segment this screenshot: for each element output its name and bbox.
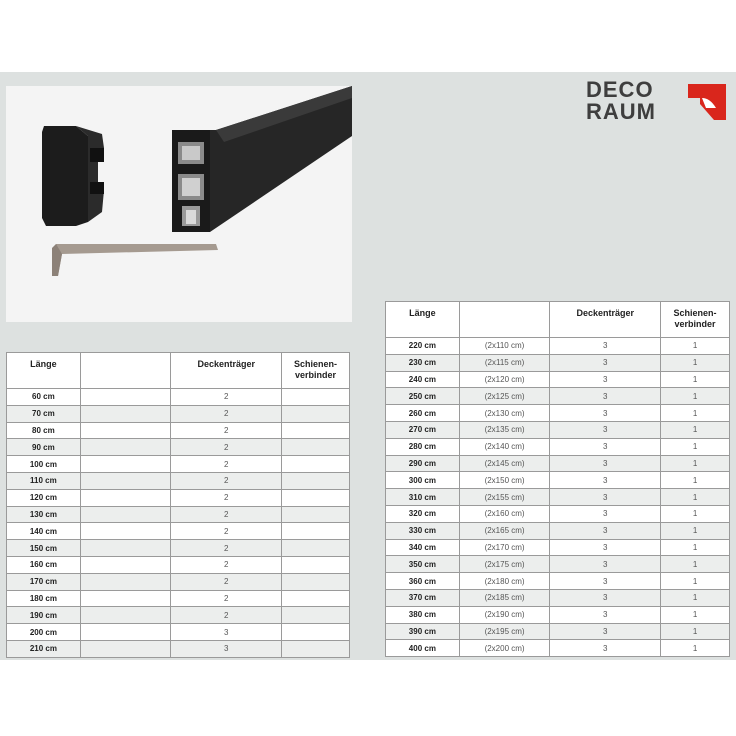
table-row xyxy=(386,505,730,522)
cell-detail xyxy=(80,456,171,473)
cell-length: 400 cm xyxy=(386,640,460,657)
cell-ceiling-brackets: 2 xyxy=(171,405,282,422)
cell-rail-connectors xyxy=(282,540,350,557)
cell-ceiling-brackets: 3 xyxy=(550,556,661,573)
cell-rail-connectors: 1 xyxy=(661,623,730,640)
cell-ceiling-brackets: 3 xyxy=(550,522,661,539)
cell-ceiling-brackets: 2 xyxy=(171,506,282,523)
length-table-short-body xyxy=(7,389,350,658)
table-row xyxy=(7,640,350,657)
cell-detail: (2x110 cm) xyxy=(459,338,550,355)
cell-detail: (2x190 cm) xyxy=(459,606,550,623)
cell-ceiling-brackets: 3 xyxy=(550,455,661,472)
cell-ceiling-brackets: 2 xyxy=(171,556,282,573)
table-row xyxy=(7,624,350,641)
cell-length: 380 cm xyxy=(386,606,460,623)
cell-detail: (2x165 cm) xyxy=(459,522,550,539)
cell-rail-connectors: 1 xyxy=(661,589,730,606)
cell-rail-connectors xyxy=(282,590,350,607)
cell-rail-connectors: 1 xyxy=(661,489,730,506)
cell-length: 70 cm xyxy=(7,405,81,422)
table-row xyxy=(7,573,350,590)
table-row xyxy=(386,573,730,590)
table-row xyxy=(386,640,730,657)
cell-rail-connectors xyxy=(282,422,350,439)
cell-detail xyxy=(80,439,171,456)
cell-detail: (2x195 cm) xyxy=(459,623,550,640)
cell-length: 140 cm xyxy=(7,523,81,540)
table-row xyxy=(7,456,350,473)
length-table-long xyxy=(385,301,730,657)
cell-ceiling-brackets: 3 xyxy=(550,539,661,556)
cell-length: 60 cm xyxy=(7,389,81,406)
cell-rail-connectors: 1 xyxy=(661,354,730,371)
cell-ceiling-brackets: 2 xyxy=(171,456,282,473)
cell-ceiling-brackets: 3 xyxy=(550,505,661,522)
cell-rail-connectors: 1 xyxy=(661,421,730,438)
cell-rail-connectors xyxy=(282,456,350,473)
cell-rail-connectors xyxy=(282,523,350,540)
cell-detail xyxy=(80,540,171,557)
cell-detail xyxy=(80,422,171,439)
cell-ceiling-brackets: 3 xyxy=(550,640,661,657)
cell-length: 150 cm xyxy=(7,540,81,557)
cell-rail-connectors: 1 xyxy=(661,556,730,573)
cell-detail xyxy=(80,405,171,422)
cell-ceiling-brackets: 3 xyxy=(550,354,661,371)
cell-detail xyxy=(80,590,171,607)
cell-rail-connectors: 1 xyxy=(661,438,730,455)
header-rail-connectors: Schienen- verbinder xyxy=(661,302,730,338)
cell-length: 360 cm xyxy=(386,573,460,590)
deco-raum-logo xyxy=(586,77,728,126)
header-ceiling-brackets: Deckenträger xyxy=(550,302,661,338)
cell-rail-connectors: 1 xyxy=(661,388,730,405)
cell-rail-connectors xyxy=(282,640,350,657)
cell-length: 80 cm xyxy=(7,422,81,439)
cell-detail: (2x185 cm) xyxy=(459,589,550,606)
cell-length: 210 cm xyxy=(7,640,81,657)
cell-ceiling-brackets: 2 xyxy=(171,540,282,557)
cell-length: 110 cm xyxy=(7,472,81,489)
cell-length: 170 cm xyxy=(7,573,81,590)
table-row xyxy=(7,607,350,624)
curtain-rail-illustration xyxy=(6,86,352,322)
cell-detail xyxy=(80,389,171,406)
length-table-long-body xyxy=(386,338,730,657)
cell-length: 100 cm xyxy=(7,456,81,473)
cell-ceiling-brackets: 3 xyxy=(550,623,661,640)
cell-detail xyxy=(80,472,171,489)
cell-ceiling-brackets: 2 xyxy=(171,590,282,607)
cell-length: 390 cm xyxy=(386,623,460,640)
cell-detail: (2x120 cm) xyxy=(459,371,550,388)
cell-detail: (2x140 cm) xyxy=(459,438,550,455)
cell-rail-connectors: 1 xyxy=(661,472,730,489)
table-row xyxy=(386,606,730,623)
cell-rail-connectors xyxy=(282,624,350,641)
cell-detail xyxy=(80,523,171,540)
cell-ceiling-brackets: 2 xyxy=(171,607,282,624)
table-row xyxy=(7,506,350,523)
cell-rail-connectors: 1 xyxy=(661,338,730,355)
cell-rail-connectors: 1 xyxy=(661,606,730,623)
cell-length: 260 cm xyxy=(386,405,460,422)
table-row xyxy=(7,590,350,607)
cell-length: 200 cm xyxy=(7,624,81,641)
cell-detail: (2x135 cm) xyxy=(459,421,550,438)
product-image xyxy=(6,86,352,322)
header-rail-connectors: Schienen- verbinder xyxy=(282,353,350,389)
table-row xyxy=(7,472,350,489)
cell-ceiling-brackets: 2 xyxy=(171,472,282,489)
cell-rail-connectors: 1 xyxy=(661,640,730,657)
table-row xyxy=(386,556,730,573)
cell-length: 370 cm xyxy=(386,589,460,606)
cell-detail xyxy=(80,607,171,624)
cell-detail: (2x170 cm) xyxy=(459,539,550,556)
header-blank xyxy=(80,353,171,389)
cell-detail: (2x115 cm) xyxy=(459,354,550,371)
cell-length: 340 cm xyxy=(386,539,460,556)
cell-ceiling-brackets: 3 xyxy=(550,338,661,355)
cell-rail-connectors: 1 xyxy=(661,405,730,422)
cell-length: 310 cm xyxy=(386,489,460,506)
cell-length: 270 cm xyxy=(386,421,460,438)
cell-detail: (2x130 cm) xyxy=(459,405,550,422)
cell-length: 90 cm xyxy=(7,439,81,456)
cell-ceiling-brackets: 3 xyxy=(550,388,661,405)
cell-detail: (2x175 cm) xyxy=(459,556,550,573)
cell-rail-connectors: 1 xyxy=(661,371,730,388)
end-cap-icon xyxy=(42,126,104,226)
cell-length: 220 cm xyxy=(386,338,460,355)
table-row xyxy=(386,438,730,455)
cell-ceiling-brackets: 3 xyxy=(550,371,661,388)
cell-detail xyxy=(80,489,171,506)
table-row xyxy=(386,522,730,539)
cell-rail-connectors: 1 xyxy=(661,505,730,522)
cell-ceiling-brackets: 3 xyxy=(171,640,282,657)
cell-length: 120 cm xyxy=(7,489,81,506)
table-row xyxy=(7,523,350,540)
cell-length: 290 cm xyxy=(386,455,460,472)
cell-detail: (2x145 cm) xyxy=(459,455,550,472)
table-row xyxy=(7,556,350,573)
table-row xyxy=(386,455,730,472)
table-row xyxy=(386,489,730,506)
cell-length: 330 cm xyxy=(386,522,460,539)
table-row xyxy=(386,623,730,640)
cell-detail: (2x150 cm) xyxy=(459,472,550,489)
cell-length: 320 cm xyxy=(386,505,460,522)
cell-ceiling-brackets: 3 xyxy=(550,606,661,623)
cell-length: 130 cm xyxy=(7,506,81,523)
cell-length: 160 cm xyxy=(7,556,81,573)
cell-ceiling-brackets: 3 xyxy=(550,405,661,422)
cell-ceiling-brackets: 3 xyxy=(550,472,661,489)
cell-rail-connectors xyxy=(282,489,350,506)
cell-detail xyxy=(80,573,171,590)
cell-detail: (2x180 cm) xyxy=(459,573,550,590)
header-length: Länge xyxy=(386,302,460,338)
cell-ceiling-brackets: 3 xyxy=(550,589,661,606)
cell-detail xyxy=(80,640,171,657)
cell-ceiling-brackets: 2 xyxy=(171,439,282,456)
rail-profile-icon xyxy=(172,86,352,232)
table-row xyxy=(386,539,730,556)
cell-ceiling-brackets: 2 xyxy=(171,422,282,439)
cell-rail-connectors: 1 xyxy=(661,573,730,590)
table-row xyxy=(7,540,350,557)
cell-ceiling-brackets: 2 xyxy=(171,389,282,406)
logo-line-2: RAUM xyxy=(586,99,656,124)
cell-rail-connectors: 1 xyxy=(661,455,730,472)
table-row xyxy=(386,338,730,355)
cell-ceiling-brackets: 3 xyxy=(550,421,661,438)
table-row xyxy=(386,371,730,388)
header-length: Länge xyxy=(7,353,81,389)
cell-rail-connectors xyxy=(282,506,350,523)
cell-detail: (2x155 cm) xyxy=(459,489,550,506)
cell-length: 240 cm xyxy=(386,371,460,388)
table-row xyxy=(7,389,350,406)
table-row xyxy=(386,589,730,606)
table-row xyxy=(386,472,730,489)
logo-mark-icon xyxy=(686,82,728,122)
cell-rail-connectors: 1 xyxy=(661,522,730,539)
cell-rail-connectors xyxy=(282,405,350,422)
cell-rail-connectors: 1 xyxy=(661,539,730,556)
cell-length: 300 cm xyxy=(386,472,460,489)
cell-length: 180 cm xyxy=(7,590,81,607)
table-row xyxy=(7,405,350,422)
cell-ceiling-brackets: 2 xyxy=(171,573,282,590)
logo-line-1: DECO xyxy=(586,77,654,102)
table-row xyxy=(386,388,730,405)
cell-ceiling-brackets: 2 xyxy=(171,489,282,506)
cell-rail-connectors xyxy=(282,573,350,590)
table-row xyxy=(7,422,350,439)
cell-ceiling-brackets: 3 xyxy=(171,624,282,641)
cell-length: 190 cm xyxy=(7,607,81,624)
cell-detail: (2x160 cm) xyxy=(459,505,550,522)
table-row xyxy=(386,405,730,422)
cell-rail-connectors xyxy=(282,389,350,406)
cell-ceiling-brackets: 3 xyxy=(550,438,661,455)
cell-rail-connectors xyxy=(282,472,350,489)
cell-rail-connectors xyxy=(282,439,350,456)
cell-length: 230 cm xyxy=(386,354,460,371)
cell-length: 350 cm xyxy=(386,556,460,573)
table-row xyxy=(7,439,350,456)
cell-ceiling-brackets: 2 xyxy=(171,523,282,540)
cell-detail xyxy=(80,556,171,573)
cell-length: 280 cm xyxy=(386,438,460,455)
table-row xyxy=(386,354,730,371)
length-table-short xyxy=(6,352,350,658)
header-ceiling-brackets: Deckenträger xyxy=(171,353,282,389)
cell-detail: (2x125 cm) xyxy=(459,388,550,405)
cell-length: 250 cm xyxy=(386,388,460,405)
cell-detail xyxy=(80,506,171,523)
allen-key-icon xyxy=(52,244,218,276)
cell-rail-connectors xyxy=(282,556,350,573)
header-blank xyxy=(459,302,550,338)
cell-ceiling-brackets: 3 xyxy=(550,489,661,506)
table-row xyxy=(7,489,350,506)
cell-rail-connectors xyxy=(282,607,350,624)
cell-detail xyxy=(80,624,171,641)
table-row xyxy=(386,421,730,438)
cell-ceiling-brackets: 3 xyxy=(550,573,661,590)
cell-detail: (2x200 cm) xyxy=(459,640,550,657)
